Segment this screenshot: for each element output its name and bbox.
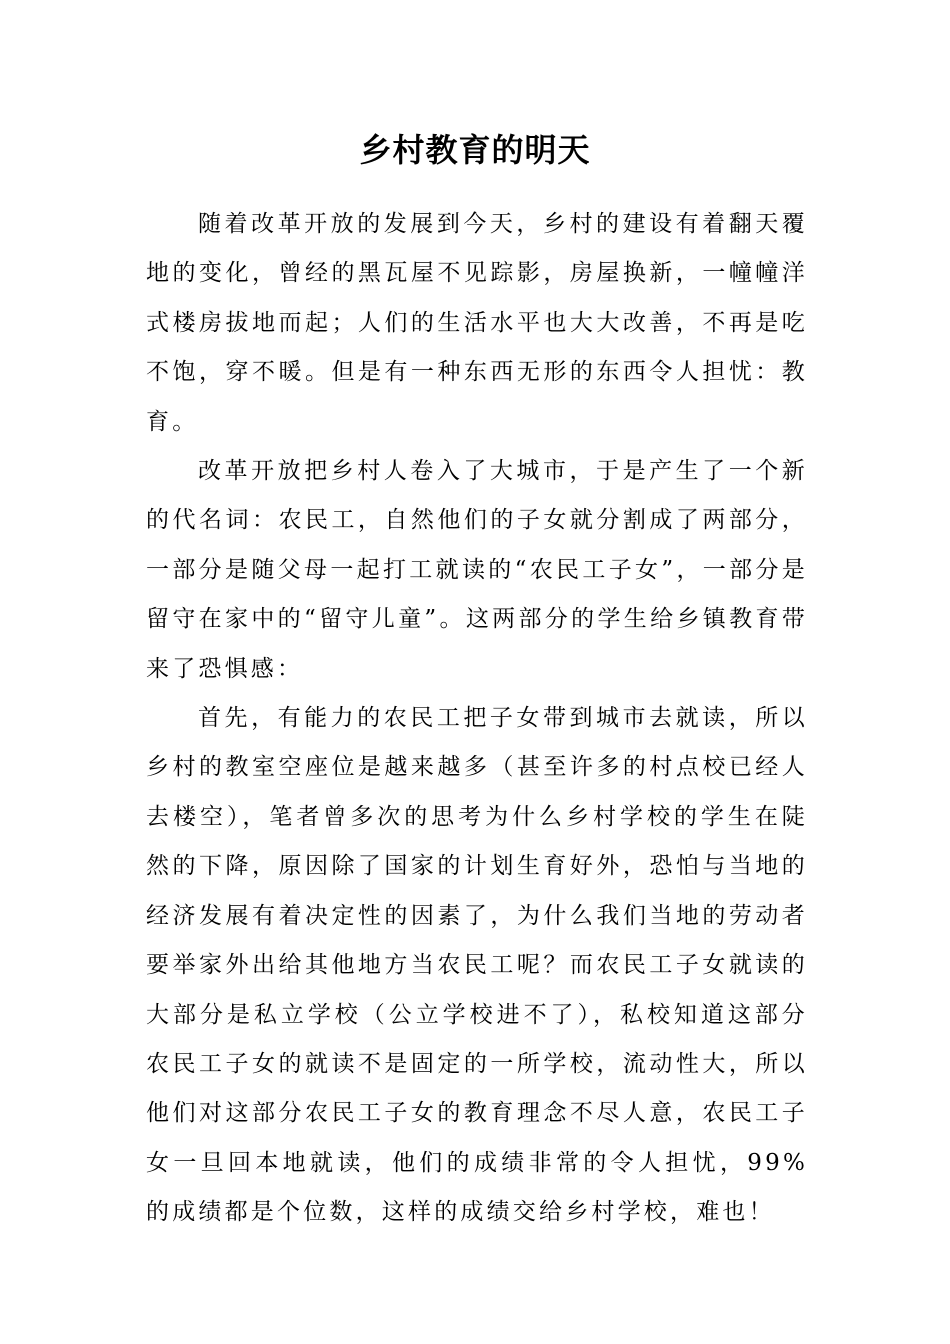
document-title: 乡村教育的明天 — [359, 131, 591, 169]
paragraph-3: 首先，有能力的农民工把子女带到城市去就读，所以乡村的教室空座位是越来越多（甚至许多的村点校已经人去楼空），笔者曾多次的思考为什么乡村学校的学生在陡然的下降，原因除了国家的计划生育好外，恐怕与当地的经济发展有着决定性的因素了，为什么我们当地的劳动者要举家外出给其他地方当农民工呢？而农民工子女就读的大部分是私立学校（公立学校进不了），私校知道这部分农民工子女的就读不是固定的一所学校，流动性大，所以他们对这部分农民工子女的教育理念不尽人意，农民工子女一旦回本地就读，他们的成绩非常的令人担忧，99%的成绩都是个位数，这样的成绩交给乡村学校，难也！ — [146, 705, 808, 1226]
document-body — [146, 200, 808, 1238]
paragraph-1: 随着改革开放的发展到今天，乡村的建设有着翻天覆地的变化，曾经的黑瓦屋不见踪影，房屋换新，一幢幢洋式楼房拔地而起；人们的生活水平也大大改善，不再是吃不饱，穿不暖。但是有一种东西无形的东西令人担忧：教育。 — [146, 211, 808, 435]
paragraph-2: 改革开放把乡村人卷入了大城市，于是产生了一个新的代名词：农民工，自然他们的子女就分割成了两部分，一部分是随父母一起打工就读的“农民工子女”，一部分是留守在家中的“留守儿童”。这两部分的学生给乡镇教育带来了恐惧感： — [146, 458, 808, 682]
